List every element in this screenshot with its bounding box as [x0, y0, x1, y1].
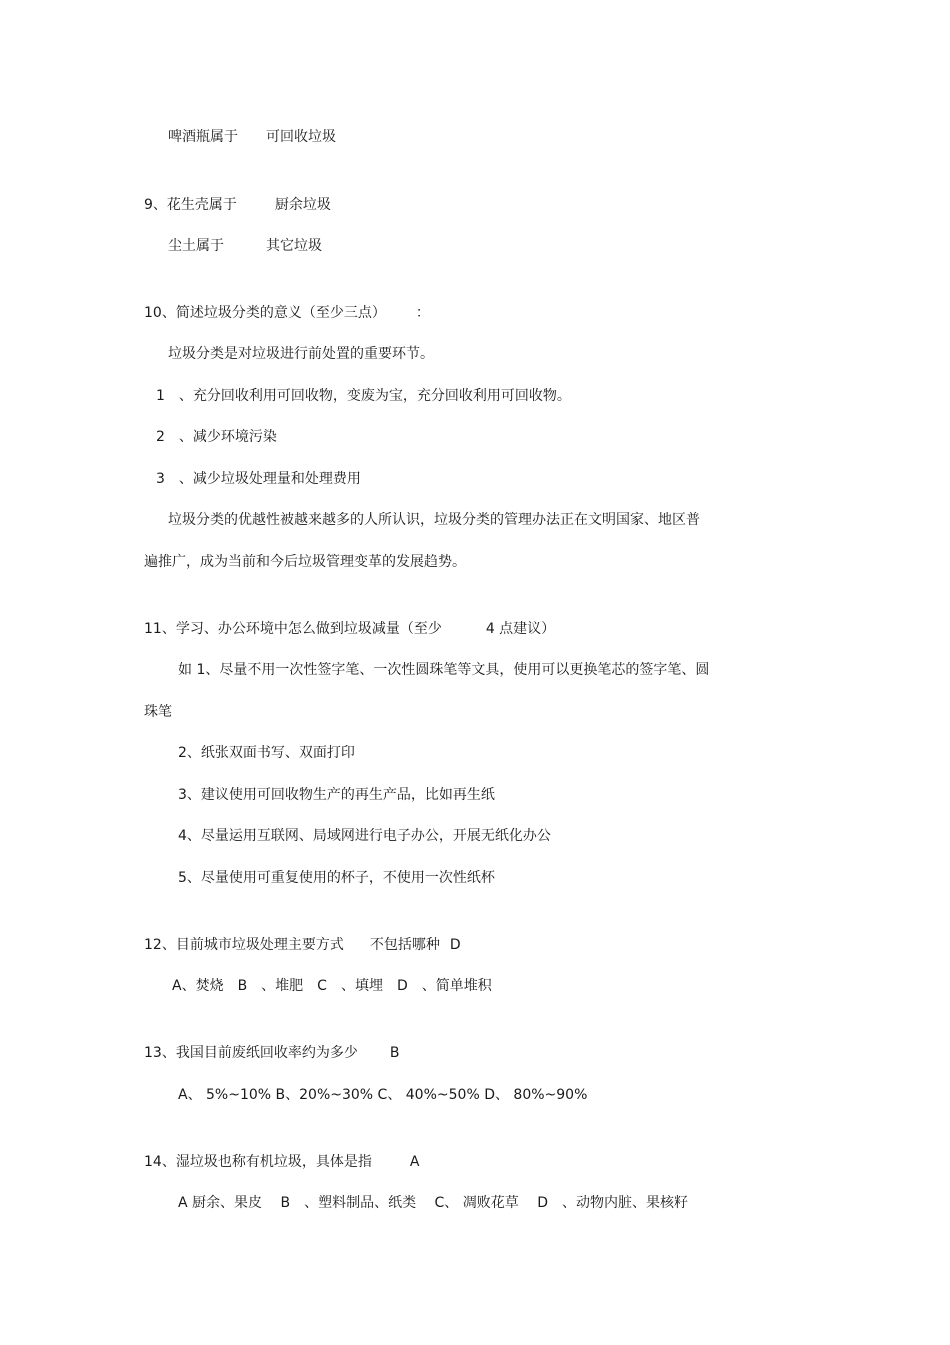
q12-answer: D: [449, 937, 461, 953]
q9-answer1: 厨余垃圾: [274, 197, 331, 213]
q10-summary-2: 遍推广，成为当前和今后垃圾管理变革的发展趋势。: [144, 554, 466, 570]
q10-point-2-text: 、减少环境污染: [178, 429, 277, 445]
q13-options: A、 5%~10% B、20%~30% C、 40%~50% D、 80%~90%: [178, 1087, 588, 1103]
q9-answer2: 其它垃圾: [266, 238, 322, 254]
q11-question-b: 4 点建议）: [485, 621, 556, 637]
q10-point-3: [156, 470, 361, 488]
q12-question-b: 不包括哪种: [369, 937, 440, 953]
q10-question: [144, 304, 430, 322]
q10-colon: ：: [415, 305, 430, 321]
q9-text1: 9、花生壳属于: [144, 197, 237, 213]
q13-question-text: 13、我国目前废纸回收率约为多少: [144, 1045, 358, 1061]
q13-answer: B: [389, 1045, 400, 1061]
q14-question-text: 14、湿垃圾也称有机垃圾，具体是指: [144, 1154, 372, 1170]
q11-question-a: 11、学习、办公环境中怎么做到垃圾减量（至少: [144, 621, 442, 637]
q11-item-3: 3、建议使用可回收物生产的再生产品，比如再生纸: [178, 787, 495, 803]
q11-item-5: 5、尽量使用可重复使用的杯子，不使用一次性纸杯: [178, 870, 495, 886]
q11-question: [144, 620, 555, 638]
q8-line: [168, 128, 336, 146]
q8-text: 啤酒瓶属于: [168, 129, 238, 145]
q10-point-1: [156, 387, 571, 405]
q9-line1: [144, 196, 331, 214]
q14-question: [144, 1153, 419, 1171]
q10-intro: 垃圾分类是对垃圾进行前处置的重要环节。: [168, 346, 434, 362]
q10-point-3-num: 3: [156, 471, 165, 487]
q9-text2: 尘土属于: [168, 238, 224, 254]
q10-point-2: [156, 428, 277, 446]
q11-item-1a: 如 1、尽量不用一次性签字笔、一次性圆珠笔等文具，使用可以更换笔芯的签字笔、圆: [178, 662, 710, 678]
q14-options: A 厨余、果皮 B 、塑料制品、纸类 C、 凋败花草 D 、动物内脏、果核籽: [178, 1195, 688, 1211]
q10-question-text: 10、简述垃圾分类的意义（至少三点）: [144, 305, 386, 321]
q10-point-1-text: 、充分回收利用可回收物，变废为宝，充分回收利用可回收物。: [178, 388, 571, 404]
q11-item-1b: 珠笔: [144, 704, 172, 720]
q10-point-3-text: 、减少垃圾处理量和处理费用: [178, 471, 361, 487]
q12-question: [144, 936, 461, 954]
q14-answer: A: [409, 1154, 420, 1170]
q8-answer: 可回收垃圾: [266, 129, 336, 145]
q10-point-1-num: 1: [156, 388, 165, 404]
q10-summary-1: 垃圾分类的优越性被越来越多的人所认识，垃圾分类的管理办法正在文明国家、地区普: [168, 512, 700, 528]
q12-question-a: 12、目前城市垃圾处理主要方式: [144, 937, 344, 953]
q10-point-2-num: 2: [156, 429, 165, 445]
q11-item-4: 4、尽量运用互联网、局域网进行电子办公，开展无纸化办公: [178, 828, 551, 844]
q11-item-2: 2、纸张双面书写、双面打印: [178, 745, 355, 761]
q9-line2: [168, 237, 322, 255]
q12-options: A、焚烧 B 、堆肥 C 、填埋 D 、简单堆积: [172, 978, 492, 994]
q13-question: [144, 1044, 399, 1062]
